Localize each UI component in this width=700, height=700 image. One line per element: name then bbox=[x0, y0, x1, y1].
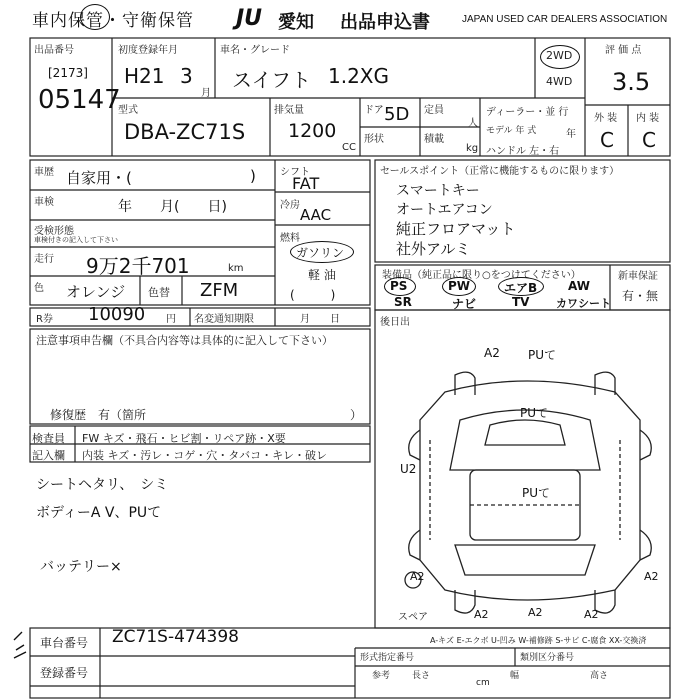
mileage-value: 9万2千701 bbox=[86, 254, 190, 278]
history-close: ) bbox=[250, 167, 256, 185]
month-unit: 月 bbox=[201, 88, 211, 99]
length-label: 長さ bbox=[412, 671, 431, 681]
chassis-value: ZC71S-474398 bbox=[112, 627, 239, 647]
dealer-label: ディーラー・並 行 bbox=[486, 107, 569, 118]
history-label: 車歴 bbox=[34, 167, 54, 178]
lot-small: [2173] bbox=[48, 66, 88, 80]
damage-mark: A2 bbox=[484, 346, 500, 360]
equip-navi: ナビ bbox=[452, 297, 477, 311]
caution-label: 注意事項申告欄（不具合内容等は具体的に記入して下さい） bbox=[36, 334, 333, 347]
year-unit: 年 bbox=[566, 129, 576, 140]
equipment-label: 装備品（純正品に限り○をつけてください） bbox=[382, 270, 581, 281]
score-value: 3.5 bbox=[612, 68, 651, 96]
capacity-label: 定員 bbox=[424, 105, 444, 116]
model-year-label: モデル 年 式 bbox=[486, 126, 537, 136]
damage-mark: A2 bbox=[410, 570, 425, 583]
person-unit: 人 bbox=[468, 118, 478, 129]
reg-label: 登録番号 bbox=[40, 666, 89, 680]
color-code: ZFM bbox=[200, 280, 239, 301]
new-car-label: 新車保証 bbox=[618, 271, 658, 282]
cert-ref: 参考 bbox=[372, 671, 391, 681]
shift-value: FAT bbox=[292, 174, 320, 193]
inspect-label: 車検 bbox=[34, 197, 54, 208]
equip-circle-mark bbox=[442, 277, 476, 296]
recycle-value: 10090 bbox=[88, 304, 146, 325]
kg-unit: kg bbox=[466, 143, 479, 154]
color-value: オレンジ bbox=[66, 283, 126, 301]
first-reg-month: 3 bbox=[180, 64, 193, 88]
color-label: 色 bbox=[34, 283, 44, 294]
damage-mark: A2 bbox=[644, 570, 659, 583]
ju-logo: JU bbox=[236, 6, 263, 31]
receive-label: 受検形態 bbox=[34, 226, 74, 237]
equip-airbag: エアB bbox=[504, 281, 538, 295]
damage-mark: PUて bbox=[528, 348, 557, 362]
association-name: JAPAN USED CAR DEALERS ASSOCIATION bbox=[462, 14, 668, 25]
damage-mark: A2 bbox=[474, 608, 489, 621]
int-score: C bbox=[642, 128, 656, 152]
sales-point: オートエアコン bbox=[396, 202, 493, 218]
fuel-gas: ガソリン bbox=[296, 246, 345, 260]
equip-circle-mark bbox=[498, 277, 544, 296]
lot-label: 出品番号 bbox=[34, 45, 74, 56]
car-name-label: 車名・グレード bbox=[220, 45, 290, 56]
color-no-label: 色替 bbox=[148, 286, 170, 299]
model-label: 型式 bbox=[118, 105, 138, 116]
note-line: ボディーA V、PUて bbox=[36, 505, 162, 521]
sales-point: スマートキー bbox=[396, 183, 480, 199]
equip-sr: SR bbox=[394, 295, 412, 309]
spare-label: スペア bbox=[398, 612, 428, 623]
mileage-label: 走行 bbox=[34, 254, 54, 265]
fuel-blank: ( ) bbox=[290, 288, 336, 302]
shape-label: 形状 bbox=[364, 134, 384, 145]
cc-unit: CC bbox=[342, 142, 356, 153]
height-label: 高さ bbox=[590, 671, 609, 681]
cert-label: 形式指定番号 bbox=[360, 653, 415, 663]
entry-label: 記入欄 bbox=[32, 449, 65, 462]
damage-mark: PUて bbox=[522, 486, 551, 500]
damage-mark: U2 bbox=[400, 462, 417, 476]
ext-label: 外 装 bbox=[594, 113, 618, 124]
handle-label: ハンドル 左・右 bbox=[486, 146, 560, 157]
fw-row: FW キズ・飛石・ヒビ割・リペア跡・X要 bbox=[82, 432, 286, 445]
car-grade: 1.2XG bbox=[328, 64, 390, 88]
receive-note: 車検付きの記入して下さい bbox=[34, 236, 118, 244]
equip-pw: PW bbox=[448, 279, 471, 293]
model-code: DBA-ZC71S bbox=[124, 120, 246, 144]
sales-point: 社外アルミ bbox=[396, 240, 471, 258]
doors-value: 5D bbox=[384, 104, 410, 125]
form-title: 出品申込書 bbox=[340, 12, 430, 33]
history-value: 自家用・( bbox=[66, 169, 132, 187]
rear-seat-label: 後日出 bbox=[380, 317, 410, 328]
doors-label: ドア bbox=[364, 105, 384, 116]
repair-close: ） bbox=[350, 408, 363, 422]
fuel-diesel: 軽 油 bbox=[308, 268, 336, 282]
damage-mark: A2 bbox=[528, 606, 543, 619]
lot-number: 05147 bbox=[38, 85, 121, 115]
inspect-value: 年 月( 日) bbox=[118, 199, 227, 215]
equip-tv: TV bbox=[512, 295, 530, 309]
note-line: バッテリー× bbox=[40, 559, 122, 575]
ac-label: 冷房 bbox=[280, 200, 300, 211]
new-car-value: 有・無 bbox=[622, 289, 659, 303]
org-name: 愛知 bbox=[278, 12, 314, 33]
repair-label: 修復歴 有（箇所 bbox=[50, 408, 147, 422]
first-reg-era: H21 bbox=[124, 64, 165, 88]
inspector-label: 検査員 bbox=[32, 432, 65, 445]
sales-label: セールスポイント（正常に機能するものに限ります） bbox=[380, 166, 620, 177]
recycle-label: R券 bbox=[36, 314, 53, 325]
width-label: 幅 bbox=[510, 671, 520, 681]
chassis-label: 車台番号 bbox=[40, 636, 89, 650]
displacement: 1200 bbox=[288, 120, 337, 142]
ext-score: C bbox=[600, 128, 614, 152]
drive-2wd: 2WD bbox=[546, 49, 573, 62]
shift-label: シフト bbox=[280, 167, 310, 178]
equip-seat: カワシート bbox=[556, 297, 611, 310]
car-name: スイフト bbox=[232, 68, 311, 92]
name-change-value: 月 日 bbox=[300, 314, 340, 325]
damage-mark: A2 bbox=[584, 608, 599, 621]
sales-point: 純正フロアマット bbox=[396, 220, 516, 238]
note-line: シートヘタリ、 シミ bbox=[36, 477, 169, 493]
damage-mark: PUて bbox=[520, 406, 549, 420]
damage-legend: A-キズ E-エクボ U-凹み W-補修跡 S-サビ C-腐食 XX-交換済 bbox=[430, 636, 647, 645]
class-label: 類別区分番号 bbox=[520, 653, 575, 663]
name-change-label: 名変通知期限 bbox=[194, 314, 254, 325]
equip-circle-mark bbox=[384, 277, 416, 296]
storage-type: 車内保管・守衛保管 bbox=[32, 11, 194, 31]
equip-ps: PS bbox=[390, 279, 408, 293]
storage-circle-mark bbox=[80, 4, 110, 30]
score-label: 評 価 点 bbox=[605, 45, 642, 56]
yen-unit: 円 bbox=[166, 314, 176, 325]
load-label: 積載 bbox=[424, 134, 444, 145]
km-unit: km bbox=[228, 263, 244, 274]
equip-aw: AW bbox=[568, 279, 590, 293]
first-reg-label: 初度登録年月 bbox=[118, 45, 178, 56]
disp-label: 排気量 bbox=[274, 105, 304, 116]
ac-value: AAC bbox=[300, 206, 332, 224]
cm-unit: cm bbox=[476, 678, 490, 688]
drive-4wd: 4WD bbox=[546, 75, 573, 88]
int-label: 内 装 bbox=[636, 113, 660, 124]
int-row: 内装 キズ・汚レ・コゲ・穴・タバコ・キレ・破レ bbox=[82, 449, 328, 462]
fuel-label: 燃料 bbox=[280, 233, 300, 244]
